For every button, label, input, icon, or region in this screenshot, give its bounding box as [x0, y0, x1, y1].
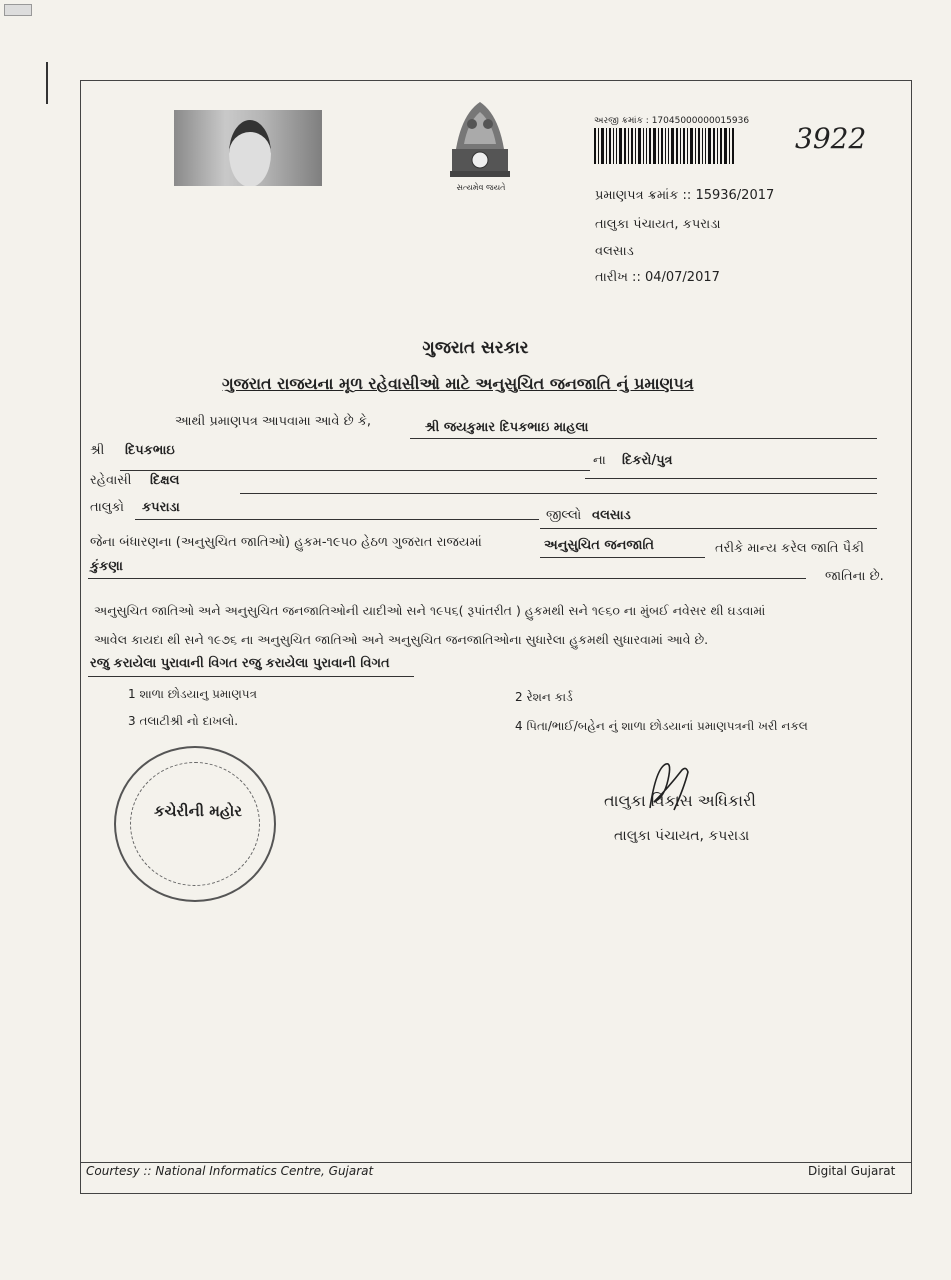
- taluka-value: કપરાડા: [142, 500, 180, 515]
- paragraph-line-2: આવેલ કાયદા થી સને ૧૯૭૬ ના અનુસુચિત જાતિઓ અને અનુસુચિત જનજાતિઓના સુધારેલા હુકમથી સુધારવામાં આવે છે.: [94, 632, 709, 647]
- caste-suffix: જાતિના છે.: [825, 569, 884, 584]
- signatory-office: તાલુકા પંચાયત, કપરાડા: [614, 828, 750, 844]
- district-value: વલસાડ: [592, 508, 631, 523]
- district-label: જીલ્લો: [546, 508, 582, 523]
- signatory-title: તાલુકા વિકાસ અધિકારી: [604, 791, 756, 810]
- evidence-item: 1 શાળા છોડયાનુ પ્રમાણપત્ર: [128, 687, 257, 701]
- footer-courtesy: Courtesy :: National Informatics Centre, Gujarat: [86, 1164, 374, 1178]
- margin-mark: [46, 62, 48, 104]
- office-seal: [114, 746, 276, 902]
- order-text: જેના બંધારણના (અનુસુચિત જાતિઓ) હુકમ-૧૯૫૦ હેઠળ ગુજરાત રાજયમાં: [90, 535, 482, 550]
- issue-date: તારીખ :: 04/07/2017: [595, 270, 720, 285]
- relation-value: દિકરો/પુત્ર: [622, 453, 673, 468]
- father-label: શ્રી: [90, 443, 105, 458]
- certificate-title: ગુજરાત રાજયના મૂળ રહેવાસીઓ માટે અનુસુચિત જનજાતિ નું પ્રમાણપત્ર: [222, 374, 694, 393]
- evidence-heading: રજુ કરાયેલા પુરાવાની વિગત રજુ કરાયેલા પુરાવાની વિગત: [90, 656, 390, 671]
- issuing-office: તાલુકા પંચાયત, કપરાડા: [595, 217, 721, 232]
- evidence-item: 2 રેશન કાર્ડ: [515, 690, 573, 704]
- resident-label: રહેવાસી: [90, 473, 132, 488]
- relation-label: ના: [593, 453, 606, 468]
- applicant-photo: [174, 110, 322, 186]
- recognized-text: તરીકે માન્ય કરેલ જાતિ પૈકી: [715, 541, 864, 556]
- government-title: ગુજરાત સરકાર: [422, 338, 529, 358]
- seal-text: કચેરીની મહોર: [153, 802, 243, 820]
- resident-value: દિક્ષલ: [150, 473, 180, 488]
- application-number: અરજી ક્રમાંક : 17045000000015936: [594, 116, 750, 126]
- issuing-district: વલસાડ: [595, 244, 634, 259]
- evidence-item: 4 પિતા/ભાઈ/બહેન નું શાળા છોડયાનાં પ્રમાણપત્રની ખરી નકલ: [515, 719, 808, 733]
- intro-label: આથી પ્રમાણપત્ર આપવામા આવે છે કે,: [175, 414, 372, 429]
- handwritten-number: 3922: [795, 122, 867, 155]
- taluka-label: તાલુકો: [90, 500, 125, 515]
- corner-mark: [4, 4, 32, 16]
- national-emblem-icon: [442, 94, 518, 184]
- holder-name: શ્રી જયકુમાર દિપકભાઇ માહલા: [425, 420, 589, 435]
- barcode: [594, 128, 770, 164]
- evidence-item: 3 તલાટીશ્રી નો દાખલો.: [128, 714, 239, 728]
- father-name: દિપકભાઇ: [125, 443, 175, 458]
- caste-value: કુંકણા: [90, 559, 123, 574]
- footer-brand: Digital Gujarat: [808, 1164, 896, 1178]
- paragraph-line-1: અનુસુચિત જાતિઓ અને અનુસુચિત જનજાતિઓની યાદીઓ સને ૧૯૫૬( રૂપાંતરીત ) હુકમથી સને ૧૯૬૦ ના મુંબઈ નવેસર થી ઘડવામાં: [94, 603, 766, 618]
- emblem-caption: સત્યમેવ જયતે: [456, 183, 506, 192]
- category-value: અનુસુચિત જનજાતિ: [544, 538, 655, 553]
- certificate-number: પ્રમાણપત્ર ક્રમાંક :: 15936/2017: [595, 188, 775, 203]
